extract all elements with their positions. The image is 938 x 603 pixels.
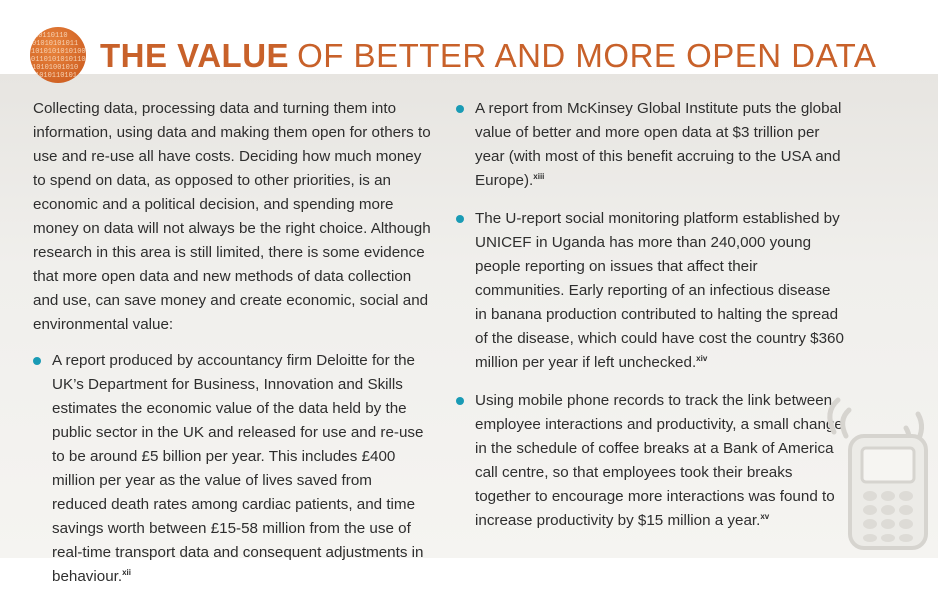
- left-column: [33, 97, 431, 603]
- footnote-ref: xiv: [696, 353, 708, 363]
- section-header: [30, 26, 876, 84]
- page-title: [100, 36, 877, 74]
- bullet-dot-icon: [456, 105, 464, 113]
- bullet-dot-icon: [456, 397, 464, 405]
- bullet-text: A report produced by accountancy firm Deloitte for the UK’s Department for Business, Innovation and Skills estimates the economic value of the data held by the public sector in the UK and released for use and re-use to be around £5 billion per year. This includes £400 million per year as the value of lives saved from reduced death rates among cardiac patients, and time savings worth between £15-58 million from the use of real-time transport data and consequent adjustments in behaviour.: [52, 352, 424, 585]
- list-item: [456, 389, 846, 533]
- bullet-dot-icon: [456, 215, 464, 223]
- footnote-ref: xiii: [533, 171, 545, 181]
- svg-text:01010101011: 01010101011: [32, 40, 79, 48]
- mobile-phone-icon: [816, 392, 934, 550]
- right-bullet-list: [456, 97, 846, 533]
- bullet-dot-icon: [33, 357, 41, 365]
- list-item: [456, 207, 846, 375]
- title-light: OF BETTER AND MORE OPEN DATA: [297, 36, 877, 74]
- svg-text:0110101010110: 0110101010110: [31, 56, 86, 64]
- title-bold: THE VALUE: [100, 36, 290, 74]
- bullet-text: Using mobile phone records to track the link between employee interactions and productivity, a small change in the schedule of coffee breaks at a Bank of America call centre, so that employees took their breaks together to encourage more interactions was found to increase productivity by $15 million a year.: [475, 392, 843, 529]
- left-bullet-list: [33, 349, 431, 589]
- svg-text:1010101010100: 1010101010100: [31, 48, 86, 56]
- footnote-ref: xii: [122, 567, 131, 577]
- bullet-text: The U-report social monitoring platform established by UNICEF in Uganda has more than 240,000 young people reporting on issues that affect their communities. Early reporting of an infectious disease in banana production contributed to halting the spread of the disease, which could have cost the country $360 million per year if left unchecked.: [475, 210, 844, 371]
- list-item: [456, 97, 846, 193]
- svg-text:10101001010: 10101001010: [32, 64, 79, 72]
- svg-text:1010110101: 1010110101: [35, 72, 78, 80]
- footnote-ref: xv: [760, 511, 770, 521]
- list-item: [33, 349, 431, 589]
- right-column: [456, 97, 846, 547]
- bullet-text: A report from McKinsey Global Institute puts the global value of better and more open data at $3 trillion per year (with most of this benefit accruing to the USA and Europe).: [475, 100, 842, 189]
- svg-text:10110110: 10110110: [34, 32, 68, 40]
- binary-digits-icon: [30, 27, 86, 83]
- intro-paragraph: Collecting data, processing data and turning them into information, using data and making them open for others to use and re-use all have costs. Deciding how much money to spend on data, as opposed to other priorities, is an economic and a political decision, and spending more money on data will not always be the right choice. Although research in this area is still limited, there is some evidence that more open data and new methods of data collection and use, can save money and create economic, social and environmental value:: [33, 100, 431, 333]
